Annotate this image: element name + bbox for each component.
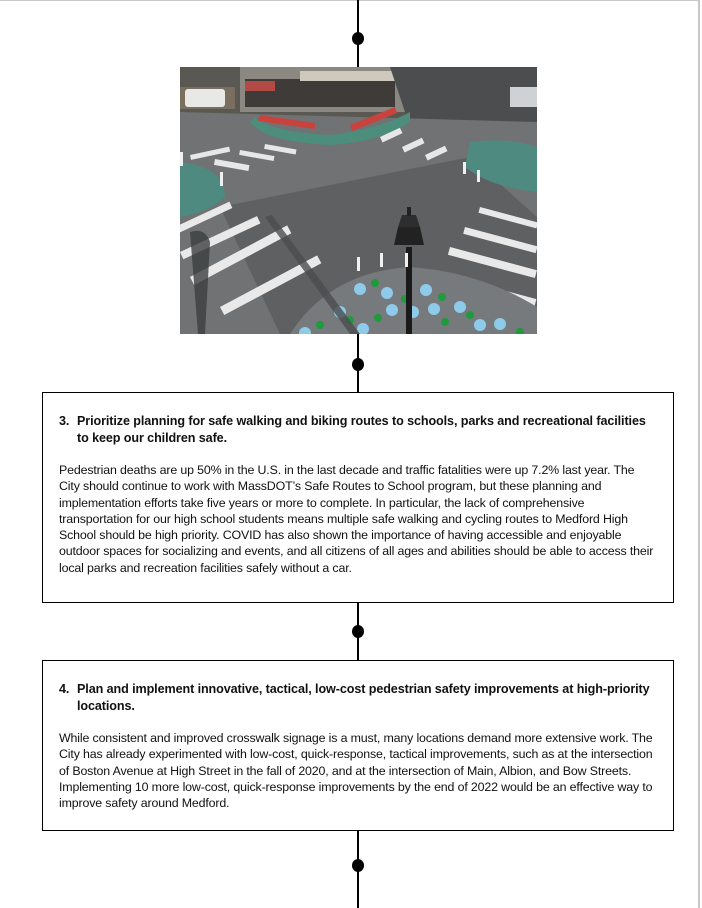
timeline-dot — [352, 625, 364, 638]
recommendation-body: Pedestrian deaths are up 50% in the U.S. in the last decade and traffic fatalities were up 7.2% last year. The City should continue to work with MassDOT’s Safe Routes to School program, but these planning and implementation efforts take five years or more to complete. In particular, the lack of comprehensive transportation for our high school students means multiple safe walking and cycling routes to Medford High School should be high priority. COVID has also shown the importance of having accessible and enjoyable outdoor spaces for socializing and events, and all citizens of all ages and abilities should be able to access their local parks and recreation facilities safely without a car. — [59, 463, 654, 575]
recommendation-heading — [59, 681, 657, 715]
timeline-dot — [352, 358, 364, 371]
recommendation-title: Prioritize planning for safe walking and biking routes to schools, parks and recreational facilities to keep our children safe. — [77, 414, 646, 445]
timeline-dot — [352, 32, 364, 45]
recommendation-number: 4. — [59, 682, 70, 696]
recommendation-body: While consistent and improved crosswalk signage is a must, many locations demand more extensive work. The City has already experimented with low-cost, quick-response, tactical improvements, such as at the intersection of Boston Avenue at High Street in the fall of 2020, and at the intersection of Main, Albion, and Bow Streets. Implementing 10 more low-cost, quick-response improvements by the end of 2022 would be an effective way to improve safety around Medford. — [59, 731, 653, 811]
recommendation-box-4 — [42, 660, 674, 831]
intersection-photo — [180, 67, 537, 334]
recommendation-box-3 — [42, 392, 674, 603]
timeline-dot — [352, 859, 364, 872]
recommendation-title: Plan and implement innovative, tactical, low-cost pedestrian safety improvements at high-priority locations. — [77, 682, 650, 713]
recommendation-number: 3. — [59, 414, 70, 428]
recommendation-heading — [59, 413, 657, 447]
